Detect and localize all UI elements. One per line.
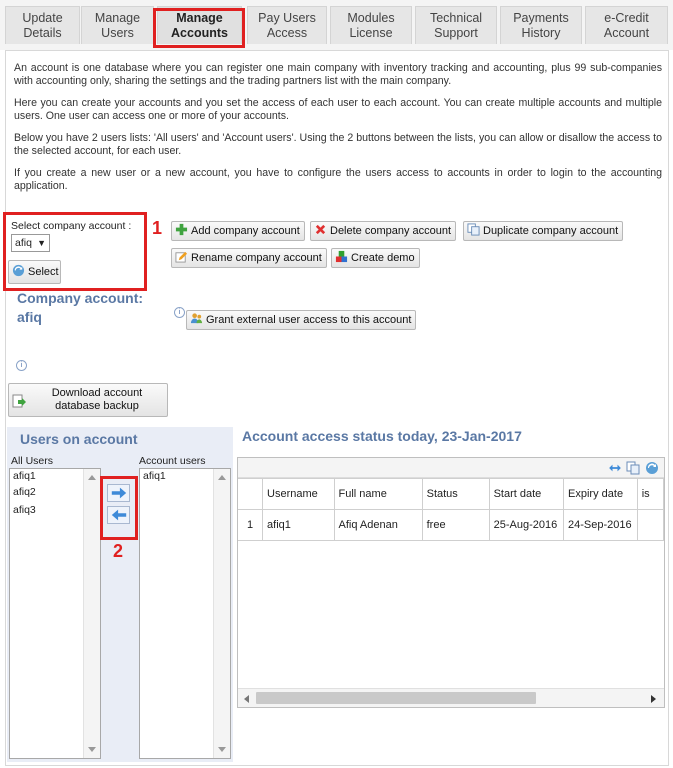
column-header[interactable]: Start date [489, 479, 563, 510]
list-item[interactable]: afiq2 [13, 486, 36, 498]
info-icon[interactable]: i [16, 360, 27, 371]
select-button-label: Select [28, 266, 59, 278]
account-users-list[interactable] [139, 468, 231, 759]
info-icon[interactable]: i [174, 307, 185, 318]
refresh-icon[interactable] [645, 461, 659, 475]
rename-company-account-button[interactable] [171, 248, 327, 268]
add-company-account-button[interactable] [171, 221, 305, 241]
all-users-label: All Users [11, 455, 54, 467]
download-backup-button[interactable] [8, 383, 168, 417]
cell-username: afiq1 [263, 510, 334, 541]
users-icon [190, 312, 203, 325]
tab-label: Technical [429, 11, 483, 25]
callout-number: 1 [152, 218, 163, 238]
intro-paragraph: An account is one database where you can register one main company with inventory tracking and accounting, plus 99 sub-companies with accounting only, sharing the settings and the trading partners list with the main company. [14, 62, 662, 87]
plus-icon [175, 223, 188, 236]
column-header[interactable]: Status [422, 479, 489, 510]
delete-company-account-button[interactable] [310, 221, 456, 241]
tab-label: Manage [94, 11, 141, 25]
access-table [238, 478, 664, 541]
cell-fullname: Afiq Adenan [334, 510, 422, 541]
table-row[interactable] [238, 510, 664, 541]
tab-e-credit-account[interactable] [585, 6, 668, 44]
tab-label: e-Credit [604, 11, 649, 25]
tab-technical-support[interactable] [415, 6, 497, 44]
tab-label: Account [603, 26, 650, 40]
cell-extra [637, 510, 663, 541]
resize-columns-icon[interactable] [608, 463, 622, 473]
download-icon [12, 394, 26, 408]
pencil-icon [175, 250, 188, 263]
tab-label: Update [22, 11, 63, 25]
tab-label: Accounts [171, 26, 228, 40]
tab-label: History [521, 26, 561, 40]
column-header[interactable]: Expiry date [564, 479, 638, 510]
account-users-label: Account users [139, 455, 206, 467]
tab-pay-users-access[interactable] [247, 6, 327, 44]
scrollbar[interactable] [83, 469, 100, 758]
button-label: Grant external user access to this account [206, 314, 412, 326]
tab-modules-license[interactable] [330, 6, 412, 44]
copy-icon[interactable] [626, 461, 640, 475]
delete-icon [314, 223, 327, 236]
column-header[interactable]: Username [263, 479, 334, 510]
tab-label: License [349, 26, 393, 40]
cell-status: free [422, 510, 489, 541]
button-label: Add company account [191, 225, 300, 237]
company-account-heading: Company account: [17, 290, 144, 306]
disallow-access-button[interactable] [107, 506, 130, 524]
column-header[interactable]: is [637, 479, 663, 510]
arrow-right-icon [110, 486, 128, 500]
duplicate-icon [467, 223, 480, 236]
intro-paragraph: Below you have 2 users lists: 'All users' and 'Account users'. Using the 2 buttons between the lists, you can allow or disallow the access to the selected account, for each user. [14, 132, 662, 157]
all-users-list[interactable] [9, 468, 101, 759]
row-number: 1 [238, 510, 263, 541]
horizontal-scrollbar[interactable] [238, 688, 664, 707]
button-label: Duplicate company account [483, 225, 619, 237]
list-item[interactable]: afiq1 [13, 470, 36, 482]
duplicate-company-account-button[interactable] [463, 221, 623, 241]
tab-manage-accounts[interactable] [157, 6, 242, 44]
cell-start-date: 25-Aug-2016 [489, 510, 563, 541]
select-button[interactable] [8, 260, 61, 284]
company-account-name: afiq [17, 309, 42, 325]
company-select[interactable] [11, 234, 50, 252]
tab-update-details[interactable] [5, 6, 80, 44]
tab-label: Payments [513, 11, 569, 25]
list-item[interactable]: afiq1 [143, 470, 166, 482]
tab-bar [0, 0, 673, 50]
table-header-row [238, 479, 664, 510]
allow-access-button[interactable] [107, 484, 130, 502]
button-label: Create demo [351, 252, 415, 264]
access-status-grid [237, 457, 665, 708]
tab-label: Users [101, 26, 134, 40]
grant-external-access-button[interactable] [186, 310, 416, 330]
cell-expiry-date: 24-Sep-2016 [564, 510, 638, 541]
tab-label: Support [434, 26, 478, 40]
tab-label: Access [266, 26, 308, 40]
users-on-account-heading: Users on account [20, 431, 138, 447]
tab-label: Details [23, 26, 62, 40]
tab-label: Modules [347, 11, 395, 25]
scroll-left-icon[interactable] [244, 695, 249, 703]
tab-manage-users[interactable] [81, 6, 154, 44]
intro-paragraph: If you create a new user or a new account, you have to configure the users access to accounts in order to login to the accounting application. [14, 167, 662, 192]
callout-number: 2 [113, 541, 124, 561]
grid-toolbar [238, 458, 664, 478]
select-company-label: Select company account : [11, 220, 132, 232]
list-item[interactable]: afiq3 [13, 504, 36, 516]
create-demo-button[interactable] [331, 248, 420, 268]
blocks-icon [335, 250, 348, 263]
refresh-icon [12, 264, 25, 277]
column-header[interactable]: Full name [334, 479, 422, 510]
button-label: Delete company account [330, 225, 452, 237]
tab-label: Manage [176, 11, 223, 25]
arrow-left-icon [110, 508, 128, 522]
scrollbar-thumb[interactable] [256, 692, 536, 704]
button-label: Download account database backup [51, 387, 143, 412]
scrollbar[interactable] [213, 469, 230, 758]
button-label: Rename company account [191, 252, 322, 264]
tab-payments-history[interactable] [500, 6, 582, 44]
access-status-heading: Account access status today, 23-Jan-2017 [242, 428, 522, 444]
chevron-down-icon: ▼ [37, 238, 46, 248]
intro-paragraph: Here you can create your accounts and you set the access of each user to each account. You can create multiple accounts and multiple users. One user can access one or more of your accounts. [14, 97, 662, 122]
company-select-value: afiq [15, 237, 32, 249]
tab-label: Pay Users [258, 11, 316, 25]
scroll-right-icon[interactable] [651, 695, 656, 703]
